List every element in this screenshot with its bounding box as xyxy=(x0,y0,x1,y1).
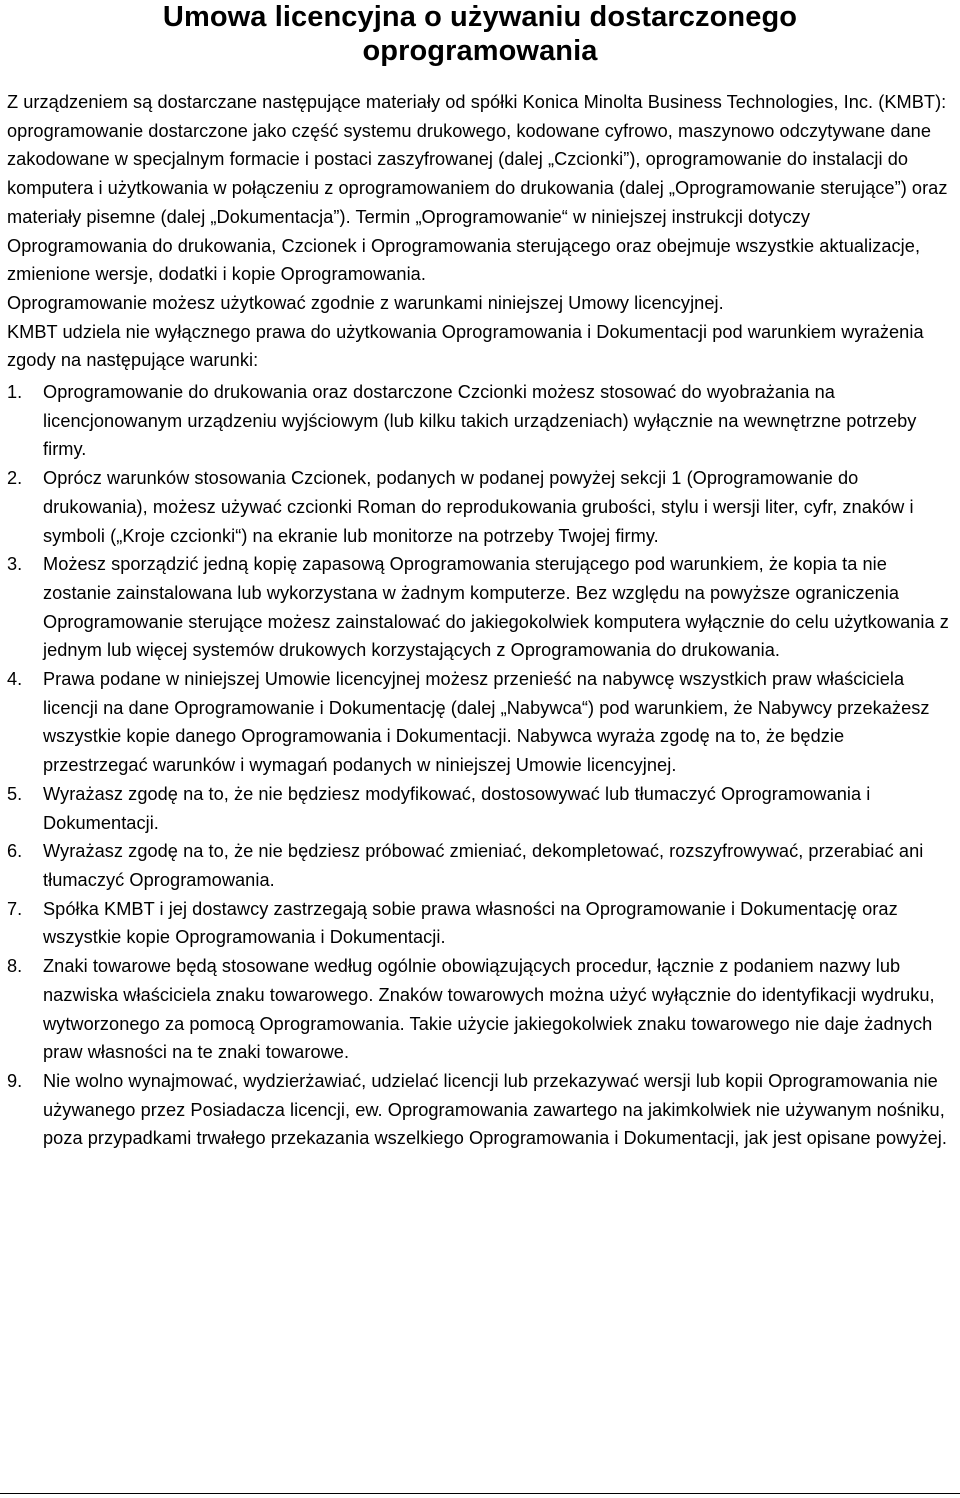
page-bottom-divider xyxy=(0,1493,960,1494)
item-number: 4. xyxy=(7,669,23,690)
item-text: Nie wolno wynajmować, wydzierżawiać, udzielać licencji lub przekazywać wersji lub kopii Oprogramowania nie używanego przez Posiadacza licencji, ew. Oprogramowania zawartego na jakimkolwiek nie używanym nośniku, poza przypadkami trwałego przekazania wszelkiego Oprogramowania i Dokumentacji, jak jest opisane powyżej. xyxy=(43,1070,947,1149)
item-number: 5. xyxy=(7,783,23,804)
terms-list xyxy=(7,378,953,1153)
item-number: 6. xyxy=(7,841,23,862)
list-item xyxy=(7,837,953,894)
item-text: Wyrażasz zgodę na to, że nie będziesz próbować zmieniać, dekompletować, rozszyfrowywać, przerabiać ani tłumaczyć Oprogramowania. xyxy=(43,841,924,890)
list-item xyxy=(7,378,953,464)
item-number: 7. xyxy=(7,898,23,919)
list-item xyxy=(7,895,953,952)
document-title xyxy=(7,0,953,68)
title-line-2: oprogramowania xyxy=(362,35,598,67)
intro-paragraph: Z urządzeniem są dostarczane następujące materiały od spółki Konica Minolta Business Technologies, Inc. (KMBT): oprogramowanie dostarczone jako część systemu drukowego, kodowane cyfrowo, maszynowo odczytywane dane zakodowane w specjalnym formacie i postaci zaszyfrowanej (dalej „Czcionki”), oprogramowanie do instalacji do komputera i użytkowania w połączeniu z oprogramowaniem do drukowania (dalej „Oprogramowanie sterujące”) oraz materiały pisemne (dalej „Dokumentacja”). Termin „Oprogramowanie“ w niniejszej instrukcji dotyczy Oprogramowania do drukowania, Czcionek i Oprogramowania sterującego oraz obejmuje wszystkie aktualizacje, zmienione wersje, dodatki i kopie Oprogramowania. xyxy=(7,92,948,285)
list-item xyxy=(7,1067,953,1153)
item-text: Prawa podane w niniejszej Umowie licencyjnej możesz przenieść na nabywcę wszystkich praw właściciela licencji na dane Oprogramowanie i Dokumentację (dalej „Nabywca“) pod warunkiem, że Nabywcy przekażesz wszystkie kopie danego Oprogramowania i Dokumentacji. Nabywca wyraża zgodę na to, że będzie przestrzegać warunków i wymagań podanych w niniejszej Umowie licencyjnej. xyxy=(43,669,930,776)
item-text: Spółka KMBT i jej dostawcy zastrzegają sobie prawa własności na Oprogramowanie i Dokumentację oraz wszystkie kopie Oprogramowania i Dokumentacji. xyxy=(43,898,898,948)
item-number: 9. xyxy=(7,1070,23,1091)
license-document xyxy=(7,0,953,1153)
item-number: 8. xyxy=(7,956,23,977)
list-item xyxy=(7,665,953,780)
list-item xyxy=(7,550,953,665)
usage-paragraph: Oprogramowanie możesz użytkować zgodnie z warunkami niniejszej Umowy licencyjnej. xyxy=(7,292,724,313)
item-number: 1. xyxy=(7,382,23,403)
list-item xyxy=(7,952,953,1067)
item-text: Oprogramowanie do drukowania oraz dostarczone Czcionki możesz stosować do wyobrażania na licencjonowanym urządzeniu wyjściowym (lub kilku takich urządzeniach) wyłącznie na wewnętrzne potrzeby firmy. xyxy=(43,382,917,460)
item-text: Możesz sporządzić jedną kopię zapasową Oprogramowania sterującego pod warunkiem, że kopia ta nie zostanie zainstalowana lub wykorzystana w żadnym komputerze. Bez względu na powyższe ograniczenia Oprogramowanie sterujące możesz zainstalować do jakiegokolwiek komputera wyłącznie do celu użytkowania z jednym lub więcej systemów drukowych korzystających z Oprogramowania do drukowania. xyxy=(43,554,949,661)
title-line-1: Umowa licencyjna o używaniu dostarczonego xyxy=(162,1,798,33)
item-text: Znaki towarowe będą stosowane według ogólnie obowiązujących procedur, łącznie z podaniem nazwy lub nazwiska właściciela znaku towarowego. Znaków towarowych można użyć wyłącznie do identyfikacji wydruku, wytworzonego za pomocą Oprogramowania. Takie użycie jakiegokolwiek znaku towarowego nie daje żadnych praw własności na te znaki towarowe. xyxy=(43,956,935,1063)
list-item xyxy=(7,780,953,837)
item-number: 3. xyxy=(7,554,23,575)
grant-paragraph: KMBT udziela nie wyłącznego prawa do użytkowania Oprogramowania i Dokumentacji pod warunkiem wyrażenia zgody na następujące warunki: xyxy=(7,321,924,371)
item-text: Oprócz warunków stosowania Czcionek, podanych w podanej powyżej sekcji 1 (Oprogramowanie do drukowania), możesz używać czcionki Roman do reprodukowania grubości, stylu i wersji liter, cyfr, znaków i symboli („Kroje czcionki“) na ekranie lub monitorze na potrzeby Twojej firmy. xyxy=(43,468,914,546)
item-text: Wyrażasz zgodę na to, że nie będziesz modyfikować, dostosowywać lub tłumaczyć Oprogramowania i Dokumentacji. xyxy=(43,783,871,833)
list-item xyxy=(7,464,953,550)
item-number: 2. xyxy=(7,468,23,489)
